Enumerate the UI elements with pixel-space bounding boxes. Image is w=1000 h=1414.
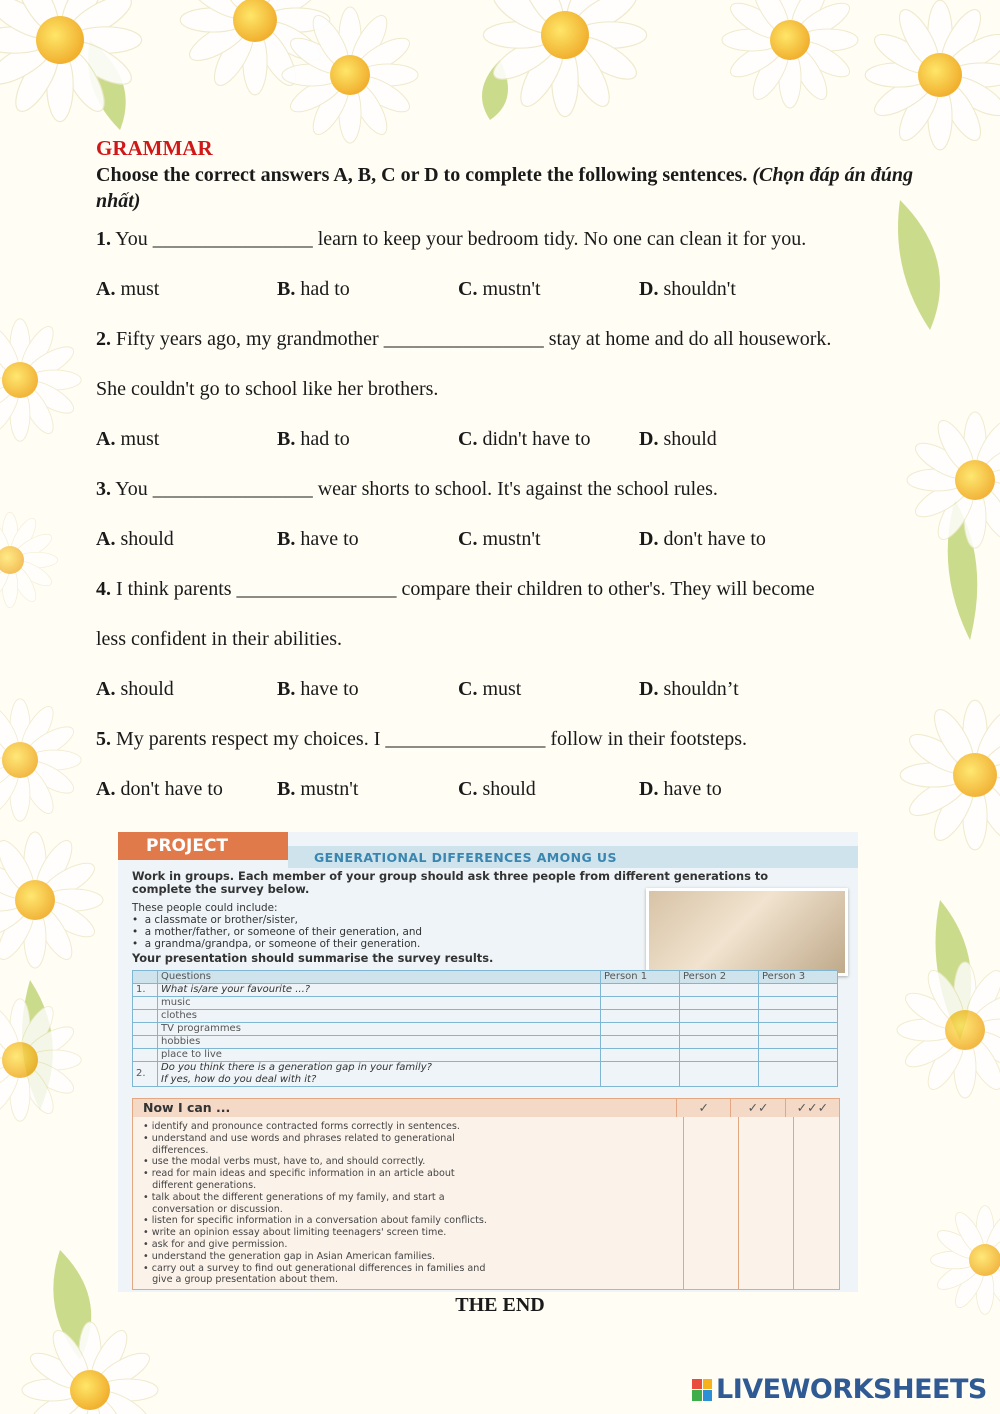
question-number: 2. <box>96 328 111 350</box>
check-col-2: ✓✓ <box>730 1099 784 1117</box>
question-4 <box>96 576 916 702</box>
table-row: 2. Do you think there is a generation gap in your family? If yes, how do you deal with it? <box>133 1062 838 1087</box>
list-item: • a mother/father, or someone of their generation, and <box>132 926 423 938</box>
check-col-1: ✓ <box>676 1099 730 1117</box>
question-2 <box>96 326 916 452</box>
table-row: hobbies <box>133 1036 838 1049</box>
list-item: conversation or discussion. <box>149 1203 283 1215</box>
question-1 <box>96 226 916 302</box>
option-a[interactable]: A. don't have to <box>96 778 223 800</box>
list-item: • ask for and give permission. <box>143 1238 288 1250</box>
question-text-line-2: She couldn't go to school like her brothers. <box>96 378 439 400</box>
option-a[interactable]: A. should <box>96 678 174 700</box>
project-intro: Work in groups. Each member of your group should ask three people from different generations to complete the survey below. <box>132 869 769 896</box>
option-d[interactable]: D. shouldn’t <box>639 678 739 700</box>
survey-table <box>132 970 838 1087</box>
options-row <box>96 526 916 552</box>
option-c[interactable]: C. mustn't <box>458 528 541 550</box>
project-tab: PROJECT <box>118 832 288 860</box>
col-header: Person 2 <box>680 971 759 984</box>
list-item: • identify and pronounce contracted forms correctly in sentences. <box>143 1121 460 1132</box>
option-c[interactable]: C. should <box>458 778 536 800</box>
question-text: You ________________ wear shorts to school. It's against the school rules. <box>115 478 718 500</box>
check-col-3: ✓✓✓ <box>785 1099 839 1117</box>
project-people-list <box>132 902 422 950</box>
option-d[interactable]: D. shouldn't <box>639 278 736 300</box>
now-i-can-title: Now I can ... <box>143 1100 231 1115</box>
list-item: • a classmate or brother/sister, <box>132 914 298 926</box>
option-d[interactable]: D. should <box>639 428 717 450</box>
option-c[interactable]: C. mustn't <box>458 278 541 300</box>
options-row <box>96 426 916 452</box>
list-item: • understand the generation gap in Asian American families. <box>143 1250 436 1262</box>
project-panel <box>118 832 858 1292</box>
options-row <box>96 776 916 802</box>
question-3 <box>96 476 916 552</box>
question-number: 1. <box>96 228 111 250</box>
option-c[interactable]: C. didn't have to <box>458 428 591 450</box>
list-item: • write an opinion essay about limiting teenagers' screen time. <box>143 1227 447 1239</box>
instruction-note: (Chọn đáp án đúng nhất) <box>96 164 913 212</box>
logo-icon <box>692 1379 712 1401</box>
option-a[interactable]: A. must <box>96 428 160 450</box>
question-text: I think parents ________________ compare their children to other's. They will become <box>116 578 815 600</box>
col-header: Questions <box>158 971 601 984</box>
col-header: Person 3 <box>759 971 838 984</box>
liveworksheets-logo[interactable] <box>692 1374 987 1405</box>
option-b[interactable]: B. have to <box>277 678 359 700</box>
question-number: 4. <box>96 578 111 600</box>
brand-text: LIVEWORKSHEETS <box>716 1374 987 1405</box>
list-item: different generations. <box>149 1179 257 1191</box>
question-5 <box>96 726 916 802</box>
list-item: differences. <box>149 1144 209 1156</box>
option-b[interactable]: B. have to <box>277 528 359 550</box>
question-number: 5. <box>96 728 111 750</box>
family-photo <box>646 888 848 976</box>
worksheet-content <box>96 136 916 802</box>
the-end: THE END <box>455 1294 545 1316</box>
table-row: music <box>133 997 838 1010</box>
option-a[interactable]: A. must <box>96 278 160 300</box>
question-text: My parents respect my choices. I ________________ follow in their footsteps. <box>116 728 747 750</box>
option-c[interactable]: C. must <box>458 678 522 700</box>
option-a[interactable]: A. should <box>96 528 174 550</box>
instruction-main: Choose the correct answers A, B, C or D to complete the following sentences. <box>96 164 748 186</box>
table-row: 1. What is/are your favourite ...? <box>133 984 838 997</box>
list-item: • use the modal verbs must, have to, and should correctly. <box>143 1156 426 1168</box>
option-d[interactable]: D. don't have to <box>639 528 766 550</box>
question-number: 3. <box>96 478 111 500</box>
section-title: GRAMMAR <box>96 136 213 160</box>
list-item: • carry out a survey to find out generational differences in families and <box>143 1262 486 1274</box>
list-item: give a group presentation about them. <box>149 1274 339 1286</box>
project-summary: Your presentation should summarise the survey results. <box>132 951 494 965</box>
question-text: Fifty years ago, my grandmother ________________ stay at home and do all housework. <box>116 328 832 350</box>
question-text-line-2: less confident in their abilities. <box>96 628 343 650</box>
table-row: TV programmes <box>133 1023 838 1036</box>
now-i-can-box <box>132 1098 840 1290</box>
table-row: place to live <box>133 1049 838 1062</box>
options-row <box>96 676 916 702</box>
list-item: • talk about the different generations of my family, and start a <box>143 1191 445 1203</box>
option-b[interactable]: B. had to <box>277 278 350 300</box>
instruction <box>96 162 916 214</box>
can-do-list <box>143 1121 678 1286</box>
col-header: Person 1 <box>601 971 680 984</box>
option-d[interactable]: D. have to <box>639 778 722 800</box>
options-row <box>96 276 916 302</box>
table-row: clothes <box>133 1010 838 1023</box>
list-item: • understand and use words and phrases related to generational <box>143 1132 455 1144</box>
list-intro: These people could include: <box>132 902 278 914</box>
option-b[interactable]: B. mustn't <box>277 778 359 800</box>
option-b[interactable]: B. had to <box>277 428 350 450</box>
list-item: • listen for specific information in a conversation about family conflicts. <box>143 1215 487 1227</box>
project-heading: GENERATIONAL DIFFERENCES AMONG US <box>314 850 617 865</box>
list-item: • a grandma/grandpa, or someone of their generation. <box>132 938 421 950</box>
list-item: • read for main ideas and specific information in an article about <box>143 1168 455 1180</box>
question-text: You ________________ learn to keep your bedroom tidy. No one can clean it for you. <box>115 228 807 250</box>
